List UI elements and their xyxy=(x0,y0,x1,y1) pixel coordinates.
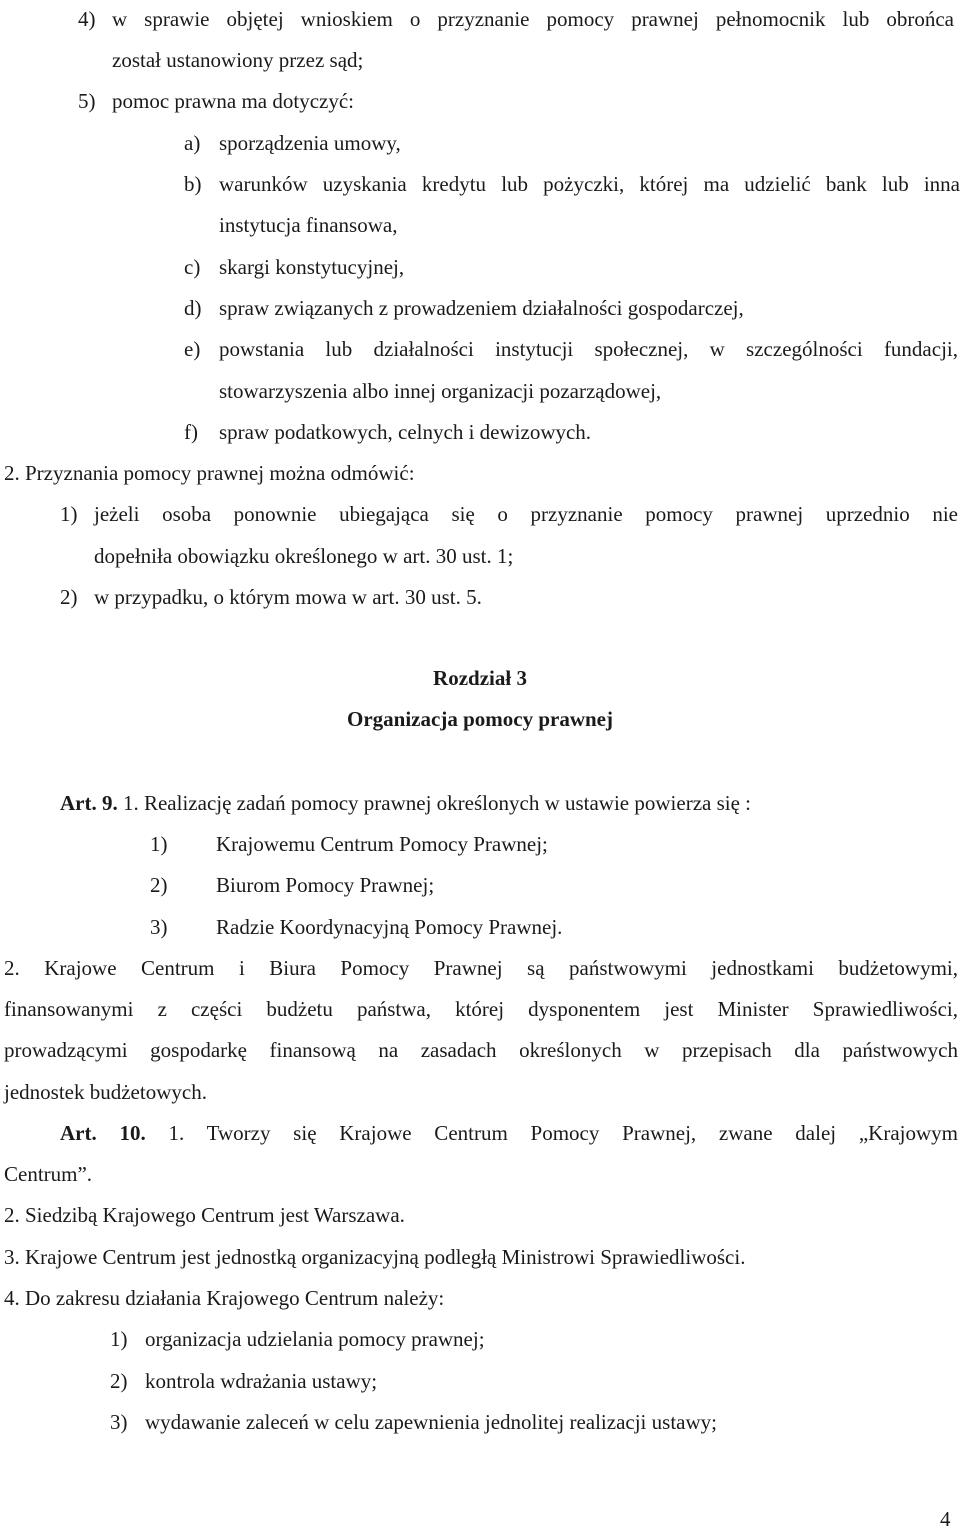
art-10-label: Art. 10. xyxy=(60,1121,146,1145)
item-4-line-2: został ustanowiony przez sąd; xyxy=(112,48,364,72)
sub-item-c: c) skargi konstytucyjnej, xyxy=(184,255,405,279)
sub-item-b: b) warunków uzyskania kredytu lub pożyczki, której ma udzielić bank lub inna xyxy=(184,172,960,196)
art-9-paragraph-2-line-4: jednostek budżetowych. xyxy=(4,1080,207,1104)
sub-item-e-cont: stowarzyszenia albo innej organizacji pozarządowej, xyxy=(219,379,662,403)
section-2-item-2: 2) w przypadku, o którym mowa w art. 30 ust. 5. xyxy=(60,585,482,609)
section-2-item-1-cont: dopełniła obowiązku określonego w art. 30 ust. 1; xyxy=(94,544,514,568)
item-5: 5) pomoc prawna ma dotyczyć: xyxy=(78,89,354,113)
art-10-paragraph-2: 2. Siedzibą Krajowego Centrum jest Warszawa. xyxy=(4,1203,405,1227)
art-9-label: Art. 9. xyxy=(60,791,118,815)
item-5-number: 5) xyxy=(78,89,96,113)
section-2-heading: 2. Przyznania pomocy prawnej można odmówić: xyxy=(4,461,415,485)
sub-item-d: d) spraw związanych z prowadzeniem działalności gospodarczej, xyxy=(184,296,744,320)
item-4-line-1: 4) w sprawie objętej wnioskiem o przyznanie pomocy prawnej pełnomocnik lub obrońca xyxy=(78,7,954,31)
chapter-number: Rozdział 3 xyxy=(433,666,527,690)
page-number: 4 xyxy=(940,1507,951,1531)
item-4-number: 4) xyxy=(78,7,96,31)
art-10-paragraph-1-cont: Centrum”. xyxy=(4,1162,93,1186)
art-9-item-1: 1) Krajowemu Centrum Pomocy Prawnej; xyxy=(150,832,548,856)
sub-item-e: e) powstania lub działalności instytucji społecznej, w szczególności fundacji, xyxy=(184,337,958,361)
art-10-item-3: 3) wydawanie zaleceń w celu zapewnienia jednolitej realizacji ustawy; xyxy=(110,1410,717,1434)
art-10-item-2: 2) kontrola wdrażania ustawy; xyxy=(110,1369,378,1393)
art-9-paragraph-2-line-1: 2. Krajowe Centrum i Biura Pomocy Prawnej są państwowymi jednostkami budżetowymi, xyxy=(4,956,958,980)
art-10-paragraph-1: Art. 10. 1. Tworzy się Krajowe Centrum Pomocy Prawnej, zwane dalej „Krajowym xyxy=(60,1121,958,1145)
chapter-title: Organizacja pomocy prawnej xyxy=(347,707,613,731)
sub-item-b-cont: instytucja finansowa, xyxy=(219,213,398,237)
art-10-paragraph-3: 3. Krajowe Centrum jest jednostką organizacyjną podległą Ministrowi Sprawiedliwości. xyxy=(4,1245,746,1269)
art-10-paragraph-4: 4. Do zakresu działania Krajowego Centrum należy: xyxy=(4,1286,445,1310)
art-9-paragraph-2-line-2: finansowanymi z części budżetu państwa, której dysponentem jest Minister Sprawiedliwości, xyxy=(4,997,958,1021)
section-2-item-1: 1) jeżeli osoba ponownie ubiegająca się o przyznanie pomocy prawnej uprzednio nie xyxy=(60,502,958,526)
art-9-paragraph-1: Art. 9. 1. Realizację zadań pomocy prawnej określonych w ustawie powierza się : xyxy=(60,791,751,815)
art-10-item-1: 1) organizacja udzielania pomocy prawnej; xyxy=(110,1327,485,1351)
art-9-item-3: 3) Radzie Koordynacyjną Pomocy Prawnej. xyxy=(150,915,563,939)
art-9-paragraph-2-line-3: prowadzącymi gospodarkę finansową na zasadach określonych w przepisach dla państwowych xyxy=(4,1038,958,1062)
art-9-item-2: 2) Biurom Pomocy Prawnej; xyxy=(150,873,435,897)
sub-item-a: a) sporządzenia umowy, xyxy=(184,131,401,155)
sub-item-f: f) spraw podatkowych, celnych i dewizowych. xyxy=(184,420,592,444)
